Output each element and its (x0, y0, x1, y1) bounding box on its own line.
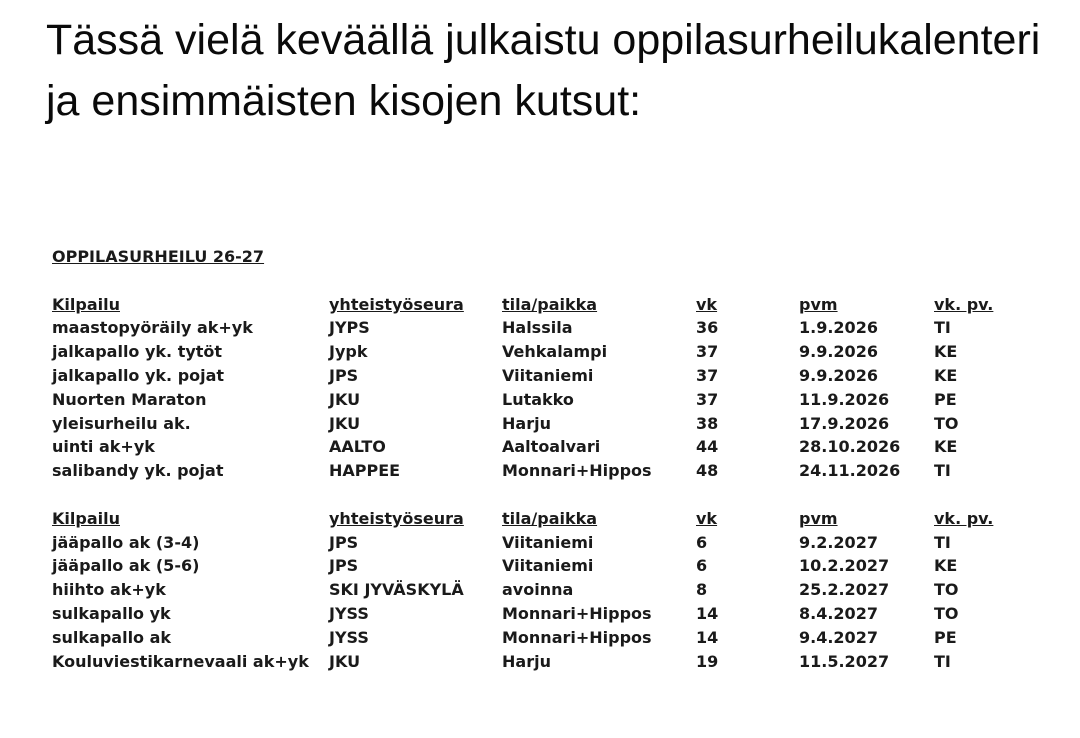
cell-venue: Monnari+Hippos (502, 461, 652, 481)
cell-partner-club: AALTO (329, 437, 386, 457)
cell-weekday: KE (934, 342, 958, 362)
cell-partner-club: JYSS (329, 627, 369, 647)
table-row (52, 554, 1052, 578)
column-header-partner-club: yhteistyöseura (329, 294, 464, 314)
cell-partner-club: JPS (329, 556, 359, 576)
table-row (52, 412, 1052, 436)
cell-week: 6 (696, 532, 708, 552)
cell-date: 28.10.2026 (799, 437, 901, 457)
spacer (52, 483, 1052, 507)
cell-date: 11.9.2026 (799, 389, 890, 409)
cell-weekday: TO (934, 413, 959, 433)
cell-date: 8.4.2027 (799, 603, 878, 623)
cell-week: 19 (696, 651, 719, 671)
table-row (52, 602, 1052, 626)
column-header-event: Kilpailu (52, 294, 120, 314)
cell-date: 10.2.2027 (799, 556, 890, 576)
calendar-sections (52, 293, 1052, 674)
cell-weekday: TO (934, 603, 959, 623)
cell-partner-club: JPS (329, 365, 359, 385)
column-header-week: vk (696, 294, 718, 314)
cell-venue: Lutakko (502, 389, 574, 409)
cell-venue: Viitaniemi (502, 556, 594, 576)
cell-week: 37 (696, 389, 719, 409)
cell-event: uinti ak+yk (52, 437, 155, 457)
cell-partner-club: JYSS (329, 603, 369, 623)
cell-date: 9.2.2027 (799, 532, 878, 552)
table-header-row (52, 507, 1052, 531)
cell-venue: avoinna (502, 580, 574, 600)
cell-date: 9.9.2026 (799, 365, 878, 385)
cell-event: yleisurheilu ak. (52, 413, 191, 433)
cell-date: 9.9.2026 (799, 342, 878, 362)
table-row (52, 340, 1052, 364)
cell-date: 17.9.2026 (799, 413, 890, 433)
cell-week: 37 (696, 342, 719, 362)
cell-event: sulkapallo yk (52, 603, 171, 623)
table-row (52, 626, 1052, 650)
cell-partner-club: SKI JYVÄSKYLÄ (329, 580, 464, 600)
spacer (52, 269, 1052, 293)
cell-event: jalkapallo yk. tytöt (52, 342, 223, 362)
cell-week: 38 (696, 413, 719, 433)
cell-partner-club: JKU (329, 651, 361, 671)
cell-week: 37 (696, 365, 719, 385)
cell-weekday: TI (934, 532, 951, 552)
cell-venue: Aaltoalvari (502, 437, 601, 457)
cell-date: 11.5.2027 (799, 651, 890, 671)
cell-weekday: TI (934, 318, 951, 338)
cell-weekday: TI (934, 651, 951, 671)
column-header-venue: tila/paikka (502, 508, 598, 528)
cell-venue: Harju (502, 651, 551, 671)
cell-date: 24.11.2026 (799, 461, 901, 481)
cell-event: maastopyöräily ak+yk (52, 318, 253, 338)
cell-weekday: PE (934, 389, 957, 409)
column-header-week: vk (696, 508, 718, 528)
cell-event: salibandy yk. pojat (52, 461, 224, 481)
cell-venue: Monnari+Hippos (502, 603, 652, 623)
cell-partner-club: JPS (329, 532, 359, 552)
column-header-venue: tila/paikka (502, 294, 598, 314)
cell-date: 9.4.2027 (799, 627, 878, 647)
cell-venue: Monnari+Hippos (502, 627, 652, 647)
cell-event: jääpallo ak (5-6) (52, 556, 200, 576)
column-header-date: pvm (799, 508, 838, 528)
cell-partner-club: HAPPEE (329, 461, 401, 481)
cell-partner-club: Jypk (329, 342, 368, 362)
cell-week: 36 (696, 318, 719, 338)
cell-weekday: PE (934, 627, 957, 647)
table-row (52, 435, 1052, 459)
cell-week: 14 (696, 603, 719, 623)
table-row (52, 364, 1052, 388)
cell-date: 25.2.2027 (799, 580, 890, 600)
cell-venue: Harju (502, 413, 551, 433)
cell-date: 1.9.2026 (799, 318, 878, 338)
cell-event: Kouluviestikarnevaali ak+yk (52, 651, 309, 671)
column-header-event: Kilpailu (52, 508, 120, 528)
cell-venue: Vehkalampi (502, 342, 608, 362)
cell-event: sulkapallo ak (52, 627, 172, 647)
cell-partner-club: JKU (329, 389, 361, 409)
cell-partner-club: JYPS (329, 318, 370, 338)
column-header-weekday: vk. pv. (934, 294, 994, 314)
table-row (52, 459, 1052, 483)
cell-week: 6 (696, 556, 708, 576)
table-row (52, 388, 1052, 412)
column-header-partner-club: yhteistyöseura (329, 508, 464, 528)
column-header-weekday: vk. pv. (934, 508, 994, 528)
cell-venue: Viitaniemi (502, 365, 594, 385)
cell-event: jalkapallo yk. pojat (52, 365, 225, 385)
calendar-title: OPPILASURHEILU 26-27 (52, 247, 265, 266)
cell-weekday: KE (934, 437, 958, 457)
cell-venue: Halssila (502, 318, 573, 338)
cell-weekday: KE (934, 365, 958, 385)
table-row (52, 578, 1052, 602)
cell-partner-club: JKU (329, 413, 361, 433)
cell-weekday: KE (934, 556, 958, 576)
event-calendar-table (52, 245, 1052, 673)
cell-week: 44 (696, 437, 719, 457)
cell-week: 8 (696, 580, 708, 600)
cell-event: hiihto ak+yk (52, 580, 166, 600)
table-row (52, 316, 1052, 340)
table-header-row (52, 293, 1052, 317)
cell-event: jääpallo ak (3-4) (52, 532, 200, 552)
column-header-date: pvm (799, 294, 838, 314)
cell-week: 14 (696, 627, 719, 647)
cell-venue: Viitaniemi (502, 532, 594, 552)
table-row (52, 650, 1052, 674)
slide-heading: Tässä vielä keväällä julkaistu oppilasurheilukalenteri ja ensimmäisten kisojen kutsut: (46, 16, 1041, 125)
cell-weekday: TO (934, 580, 959, 600)
cell-weekday: TI (934, 461, 951, 481)
cell-week: 48 (696, 461, 719, 481)
table-row (52, 531, 1052, 555)
cell-event: Nuorten Maraton (52, 389, 207, 409)
